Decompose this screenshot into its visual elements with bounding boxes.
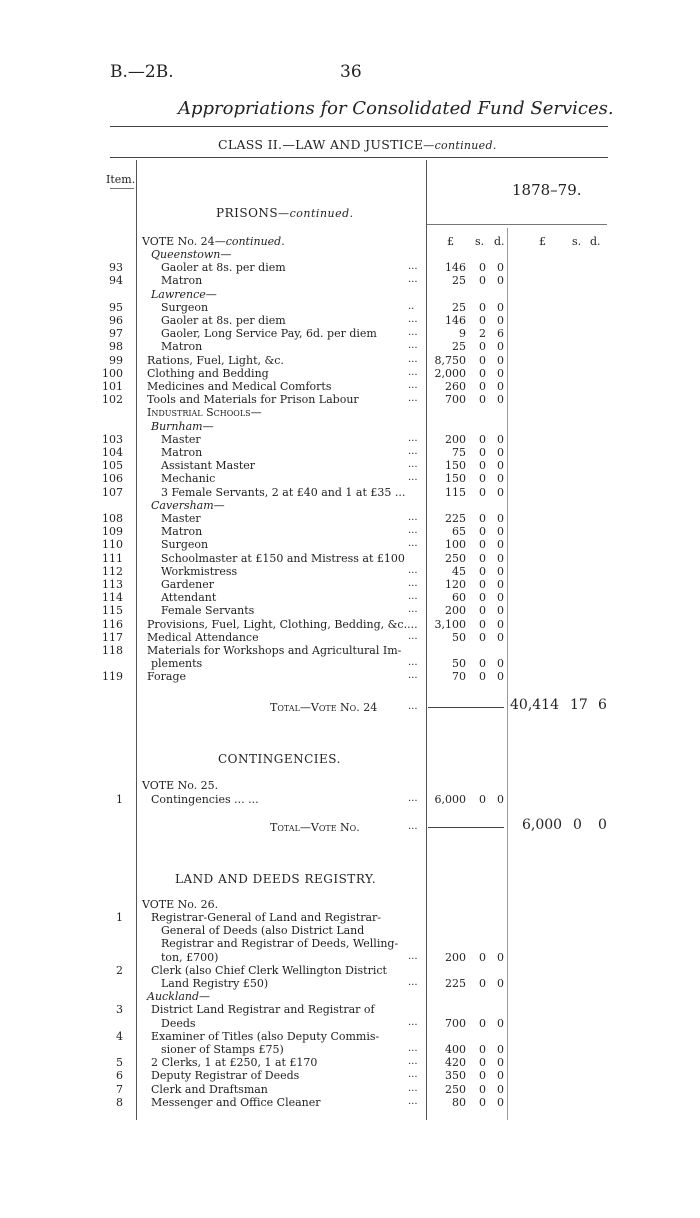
leader-dots: ... [408,793,418,804]
item-column-divider [136,160,137,1120]
item-number: 110 [102,538,123,552]
item-number: 1 [116,911,123,924]
item-header-underline [110,188,134,189]
amount-shillings: 0 [479,525,486,539]
shilling-total-header: s. [572,235,582,248]
item-description: 3 Female Servants, 2 at £40 and 1 at £35 ... [161,485,406,499]
prisons-heading: PRISONS—continued. [216,206,354,220]
amount-pounds: 200 [445,432,466,446]
land-registry-heading: LAND AND DEEDS REGISTRY. [175,872,377,886]
leader-dots: ... [408,1069,418,1081]
amount-pounds: 50 [452,630,466,644]
item-number: 96 [109,314,123,327]
amount-pence: 0 [497,1082,504,1096]
item-number: 7 [116,1082,123,1096]
amount-shillings: 0 [479,446,486,459]
amount-pence: 0 [497,1043,504,1056]
leader-dots: ... [408,670,418,682]
amount-shillings: 0 [479,538,486,552]
item-number: 4 [116,1029,123,1043]
amount-pence: 0 [497,1069,504,1083]
leader-dots: ... [408,977,418,988]
item-description: Master [161,432,201,446]
amount-shillings: 2 [479,327,486,341]
page-number: 36 [340,62,362,82]
year-rule [427,224,607,225]
item-number: 5 [116,1056,123,1070]
page-title: Appropriations for Consolidated Fund Services. [178,98,614,119]
item-number: 117 [102,630,123,644]
amount-pence: 0 [497,446,504,459]
amount-pounds: 146 [445,314,466,327]
leader-dots: ... [408,261,418,273]
leader-dots: ... [408,1016,418,1028]
leader-dots: ... [408,604,418,616]
leader-dots: ... [408,446,418,457]
item-description: Gaoler at 8s. per diem [161,314,286,327]
item-number: 1 [116,793,123,806]
item-column-header: Item. [106,173,136,186]
item-number: 6 [116,1069,123,1083]
amount-pounds: 150 [445,472,466,486]
item-number: 93 [109,261,123,275]
item-description: Registrar-General of Land and Registrar- [151,911,381,924]
amount-pence: 0 [497,793,504,806]
amount-pence: 0 [497,617,504,631]
leader-dots: ... [408,1082,418,1094]
item-description: Forage [147,670,187,684]
amount-shillings: 0 [479,340,486,354]
item-description: Mechanic [161,472,216,486]
amount-shillings: 0 [479,366,486,380]
amount-pounds: 120 [445,578,466,591]
leader-dots: ... [408,432,418,444]
amount-shillings: 0 [479,591,486,605]
item-number: 115 [102,604,123,618]
amount-shillings: 0 [479,604,486,618]
item-number: 105 [102,459,123,473]
amount-pounds: 2,000 [434,366,466,380]
amount-shillings: 0 [479,300,486,314]
amount-pounds: 3,100 [434,617,466,631]
item-description: Gardener [161,578,215,591]
amount-pence: 0 [497,564,504,578]
amount-pence: 0 [497,512,504,525]
amount-pounds: 45 [452,564,466,578]
amount-pence: 0 [497,353,504,367]
leader-dots: ... [408,340,418,352]
leader-dots: ... [408,327,418,339]
amount-shillings: 0 [479,630,486,644]
leader-dots: ... [408,380,418,391]
vote-26-label: VOTE No. 26. [142,898,219,911]
amount-shillings: 0 [479,393,486,407]
total-column-divider [507,228,508,1120]
amount-pence: 0 [497,380,504,393]
amount-pence: 0 [497,366,504,380]
amount-shillings: 0 [479,261,486,275]
amount-pounds: 80 [452,1095,466,1109]
item-description: Medicines and Medical Comforts [147,380,332,393]
leader-dots: ... [408,274,418,286]
amount-pence: 0 [497,1016,504,1030]
item-description: Burnham— [151,419,214,433]
amount-pence: 0 [497,551,504,565]
item-number: 99 [109,353,123,367]
amount-pence: 0 [497,977,504,990]
item-number: 111 [102,551,123,565]
amount-shillings: 0 [479,459,486,473]
item-description: Queenstown— [151,248,232,261]
item-description: Auckland— [147,990,211,1004]
item-number: 98 [109,340,123,354]
amount-shillings: 0 [479,512,486,525]
leader-dots: ... [408,657,418,669]
amount-shillings: 0 [479,670,486,684]
item-number: 106 [102,472,123,486]
item-description: sioner of Stamps £75) [161,1043,284,1056]
item-number: 95 [109,300,123,314]
amount-pence: 0 [497,578,504,591]
amount-pence: 0 [497,630,504,644]
amount-shillings: 0 [479,1095,486,1109]
amount-pounds: 75 [452,446,466,459]
amount-pence: 0 [497,300,504,314]
item-number: 116 [102,617,123,631]
amount-shillings: 0 [479,432,486,446]
item-description: Clerk (also Chief Clerk Wellington District [151,963,387,977]
document-ref: B.—2B. [110,62,174,82]
amount-pence: 0 [497,459,504,473]
item-description: Clothing and Bedding [147,366,269,380]
item-description: Contingencies ... ... [151,793,259,806]
amount-shillings: 0 [479,578,486,591]
header-rule [110,126,608,127]
contingencies-heading: CONTINGENCIES. [218,752,341,766]
amount-pounds: 50 [452,657,466,671]
amount-pounds: 100 [445,538,466,552]
amount-pounds: 260 [445,380,466,393]
leader-dots: ... [408,1056,418,1068]
vote-24-label: VOTE No. 24—continued. [142,235,285,248]
amount-pounds: 146 [445,261,466,275]
item-number: 97 [109,327,123,341]
item-number: 119 [102,670,123,684]
leader-dots: ... [408,591,418,603]
amount-pence: 0 [497,485,504,499]
amount-shillings: 0 [479,977,486,990]
item-description: Industrial Schools— [147,406,262,420]
vote-25-total-label: Total—Vote No. [270,821,360,834]
amount-shillings: 0 [479,617,486,631]
amount-shillings: 0 [479,564,486,578]
item-description: Deeds [161,1016,196,1030]
amount-pounds: 65 [452,525,466,539]
item-description: Land Registry £50) [161,977,269,990]
amount-shillings: 0 [479,950,486,964]
amount-shillings: 0 [479,657,486,671]
item-number: 2 [116,963,123,977]
item-description: Matron [161,340,203,354]
item-description: 2 Clerks, 1 at £250, 1 at £170 [151,1056,318,1070]
amount-pounds: 420 [445,1056,466,1070]
vote-25-total-pence: 0 [598,817,607,833]
amount-shillings: 0 [479,472,486,486]
amount-pounds: 700 [445,1016,466,1030]
item-description: Workmistress [161,564,238,578]
item-description: Provisions, Fuel, Light, Clothing, Bedding, &c.... [147,617,418,631]
amount-pounds: 400 [445,1043,466,1056]
item-number: 112 [102,564,123,578]
amount-pence: 0 [497,1056,504,1070]
amount-pence: 0 [497,472,504,486]
item-description: Messenger and Office Cleaner [151,1095,321,1109]
amount-pence: 0 [497,670,504,684]
amount-pence: 0 [497,950,504,964]
item-number: 8 [116,1095,123,1109]
item-number: 103 [102,432,123,446]
leader-dots: ... [408,393,418,405]
amount-pounds: 25 [452,274,466,288]
vote-25-total-pounds: 6,000 [522,817,563,833]
shilling-header: s. [475,235,485,248]
leader-dots: ... [408,1095,418,1107]
amount-shillings: 0 [479,1082,486,1096]
item-description: Surgeon [161,300,209,314]
leader-dots: ... [408,950,418,962]
leader-dots: ... [408,630,418,642]
amount-shillings: 0 [479,551,486,565]
amount-pounds: 150 [445,459,466,473]
amount-pounds: 9 [459,327,466,341]
amount-pence: 0 [497,274,504,288]
item-description: Gaoler, Long Service Pay, 6d. per diem [161,327,377,341]
amount-shillings: 0 [479,380,486,393]
amount-pounds: 200 [445,604,466,618]
amount-pounds: 25 [452,340,466,354]
year-header: 1878–79. [512,181,582,199]
item-description: Clerk and Draftsman [151,1082,268,1096]
pence-total-header: d. [590,235,601,248]
leader-dots: .. [408,300,415,312]
amount-pounds: 250 [445,1082,466,1096]
amount-pence: 0 [497,261,504,275]
vote-25-total-rule [428,827,504,828]
item-description: District Land Registrar and Registrar of [151,1003,375,1017]
pound-header: £ [447,235,454,248]
vote-25-total-dots: ... [408,821,418,832]
item-description: Assistant Master [161,459,256,473]
leader-dots: ... [408,459,418,471]
amount-shillings: 0 [479,1056,486,1070]
amount-pounds: 8,750 [434,353,466,367]
vote-24-total-pounds: 40,414 [510,697,559,713]
item-description: ton, £700) [161,950,219,964]
amount-pence: 0 [497,393,504,407]
amount-pence: 6 [497,327,504,341]
vote-24-total-dots: ... [408,701,418,712]
item-number: 102 [102,393,123,407]
item-description: Gaoler at 8s. per diem [161,261,286,275]
amount-pence: 0 [497,314,504,327]
amount-shillings: 0 [479,793,486,806]
amount-shillings: 0 [479,1016,486,1030]
amount-pence: 0 [497,604,504,618]
item-description: Rations, Fuel, Light, &c. [147,353,284,367]
amount-pounds: 60 [452,591,466,605]
amount-pence: 0 [497,591,504,605]
amount-shillings: 0 [479,353,486,367]
amount-pounds: 225 [445,977,466,990]
amount-pounds: 115 [445,485,466,499]
amount-pounds: 250 [445,551,466,565]
item-number: 104 [102,446,123,459]
amount-pounds: 70 [452,670,466,684]
amount-shillings: 0 [479,1043,486,1056]
leader-dots: ... [408,578,418,589]
vote-24-total-label: Total—Vote No. 24 [270,701,378,714]
amount-pence: 0 [497,657,504,671]
amount-pounds: 225 [445,512,466,525]
leader-dots: ... [408,564,418,576]
item-description: Matron [161,525,203,539]
item-description: Female Servants [161,604,255,618]
vote-24-total-rule [428,707,504,708]
item-description: Master [161,512,201,525]
leader-dots: ... [408,353,418,365]
vote-25-total-shillings: 0 [573,817,582,833]
amount-pounds: 25 [452,300,466,314]
item-description: Schoolmaster at £150 and Mistress at £100 [161,551,405,565]
amount-pence: 0 [497,432,504,446]
item-number: 107 [102,485,123,499]
vote-24-total-pence: 6 [598,697,607,713]
leader-dots: ... [408,314,418,325]
amount-pence: 0 [497,340,504,354]
amount-pounds: 700 [445,393,466,407]
amount-shillings: 0 [479,274,486,288]
item-number: 101 [102,380,123,393]
item-description: Medical Attendance [147,630,259,644]
amount-shillings: 0 [479,485,486,499]
amount-pounds: 350 [445,1069,466,1083]
amount-pounds: 200 [445,950,466,964]
vote-25-label: VOTE No. 25. [142,779,219,792]
item-number: 114 [102,591,123,605]
leader-dots: ... [408,472,418,484]
item-description: Tools and Materials for Prison Labour [147,393,359,407]
item-number: 118 [102,644,123,657]
item-number: 109 [102,525,123,539]
item-description: Deputy Registrar of Deeds [151,1069,300,1083]
item-description: Surgeon [161,538,209,552]
item-description: Lawrence— [151,287,217,301]
vote-24-total-shillings: 17 [570,697,588,713]
item-number: 3 [116,1003,123,1017]
item-description: Matron [161,446,203,459]
amount-pence: 0 [497,525,504,539]
amount-pounds: 6,000 [434,793,466,806]
amount-pence: 0 [497,1095,504,1109]
item-description: Matron [161,274,203,288]
class-title: CLASS II.—LAW AND JUSTICE—continued. [218,137,497,152]
leader-dots: ... [408,1043,418,1054]
pence-header: d. [494,235,505,248]
item-number: 108 [102,512,123,525]
leader-dots: ... [408,512,418,523]
amount-shillings: 0 [479,1069,486,1083]
item-description: Materials for Workshops and Agricultural Im- [147,644,402,657]
item-description: plements [151,657,203,671]
item-description: Registrar and Registrar of Deeds, Welling- [161,937,399,951]
leader-dots: ... [408,538,418,550]
leader-dots: ... [408,525,418,537]
pound-total-header: £ [539,235,546,248]
item-number: 94 [109,274,123,288]
item-description: Examiner of Titles (also Deputy Commis- [151,1029,380,1043]
item-description: Caversham— [151,498,225,512]
amount-column-divider [426,160,427,1120]
class-rule [110,157,608,158]
item-description: General of Deeds (also District Land [161,924,365,938]
item-number: 113 [102,578,123,591]
item-number: 100 [102,366,123,380]
item-description: Attendant [161,591,217,605]
amount-shillings: 0 [479,314,486,327]
amount-pence: 0 [497,538,504,552]
leader-dots: ... [408,366,418,378]
